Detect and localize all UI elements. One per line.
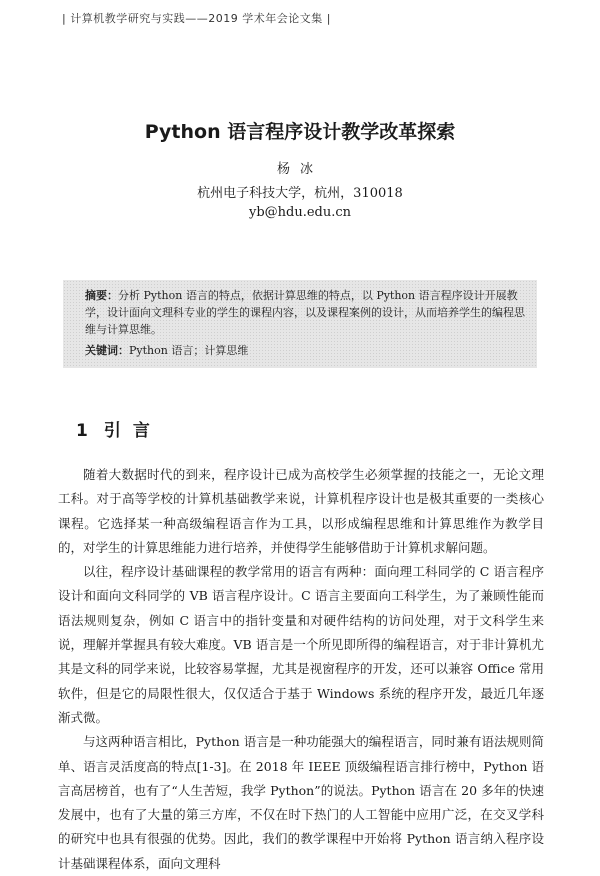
author-name: 杨冰	[276, 162, 323, 177]
paper-title: Python 语言程序设计教学改革探索	[144, 121, 456, 143]
section-number: 1	[76, 421, 88, 441]
keywords-label: 关键词：	[85, 344, 129, 357]
section-heading	[76, 416, 162, 441]
keywords-text: Python 语言；计算思维	[129, 344, 249, 357]
body-text	[58, 463, 544, 876]
abstract-box	[63, 280, 537, 368]
abstract-text: 分析 Python 语言的特点，依据计算思维的特点，以 Python 语言程序设计开展教学，设计面向文理科专业的学生的课程内容，以及课程案例的设计，从而培养学生的编程思维与计算思维。	[85, 289, 525, 336]
abstract	[85, 287, 525, 338]
author-affiliation: 杭州电子科技大学，杭州，310018	[197, 186, 403, 201]
abstract-label: 摘要：	[85, 289, 118, 302]
paragraph: 随着大数据时代的到来，程序设计已成为高校学生必须掌握的技能之一，无论文理工科。对于高等学校的计算机基础教学来说，计算机程序设计也是极其重要的一类核心课程。它选择某一种高级编程语言作为工具，以形成编程思维和计算思维作为教学目的，对学生的计算思维能力进行培养，并使得学生能够借助于计算机求解问题。	[58, 467, 544, 555]
running-head: | 计算机教学研究与实践——2019 学术年会论文集 |	[62, 12, 331, 25]
section-title: 引言	[103, 421, 162, 441]
paragraph: 与这两种语言相比，Python 语言是一种功能强大的编程语言，同时兼有语法规则简单、语言灵活度高的特点[1-3]。在 2018 年 IEEE 顶级编程语言排行榜中，Python 语言高居榜首，也有了“人生苦短，我学 Python”的说法。Python 语言在 20 多年的快速发展中，也有了大量的第三方库，不仅在时下热门的人工智能中应用广泛，在交叉学科的研究中也具有很强的优势。因此，我们的教学课程中开始将 Python 语言纳入程序设计基础课程体系，面向文理科	[58, 734, 544, 871]
keywords	[85, 342, 525, 359]
paragraph: 以往，程序设计基础课程的教学常用的语言有两种：面向理工科同学的 C 语言程序设计和面向文科同学的 VB 语言程序设计。C 语言主要面向工科学生，为了兼顾性能而语法规则复杂，例如 C 语言中的指针变量和对硬件结构的访问处理，对于文科学生来说，理解并掌握具有较大难度。VB 语言是一个所见即所得的编程语言，对于非计算机尤其是文科的同学来说，比较容易掌握，尤其是视窗程序的开发，还可以兼容 Office 常用软件，但是它的局限性很大，仅仅适合于基于 Windows 系统的程序开发，最近几年逐渐式微。	[58, 564, 544, 725]
author-email: yb@hdu.edu.cn	[248, 205, 352, 220]
